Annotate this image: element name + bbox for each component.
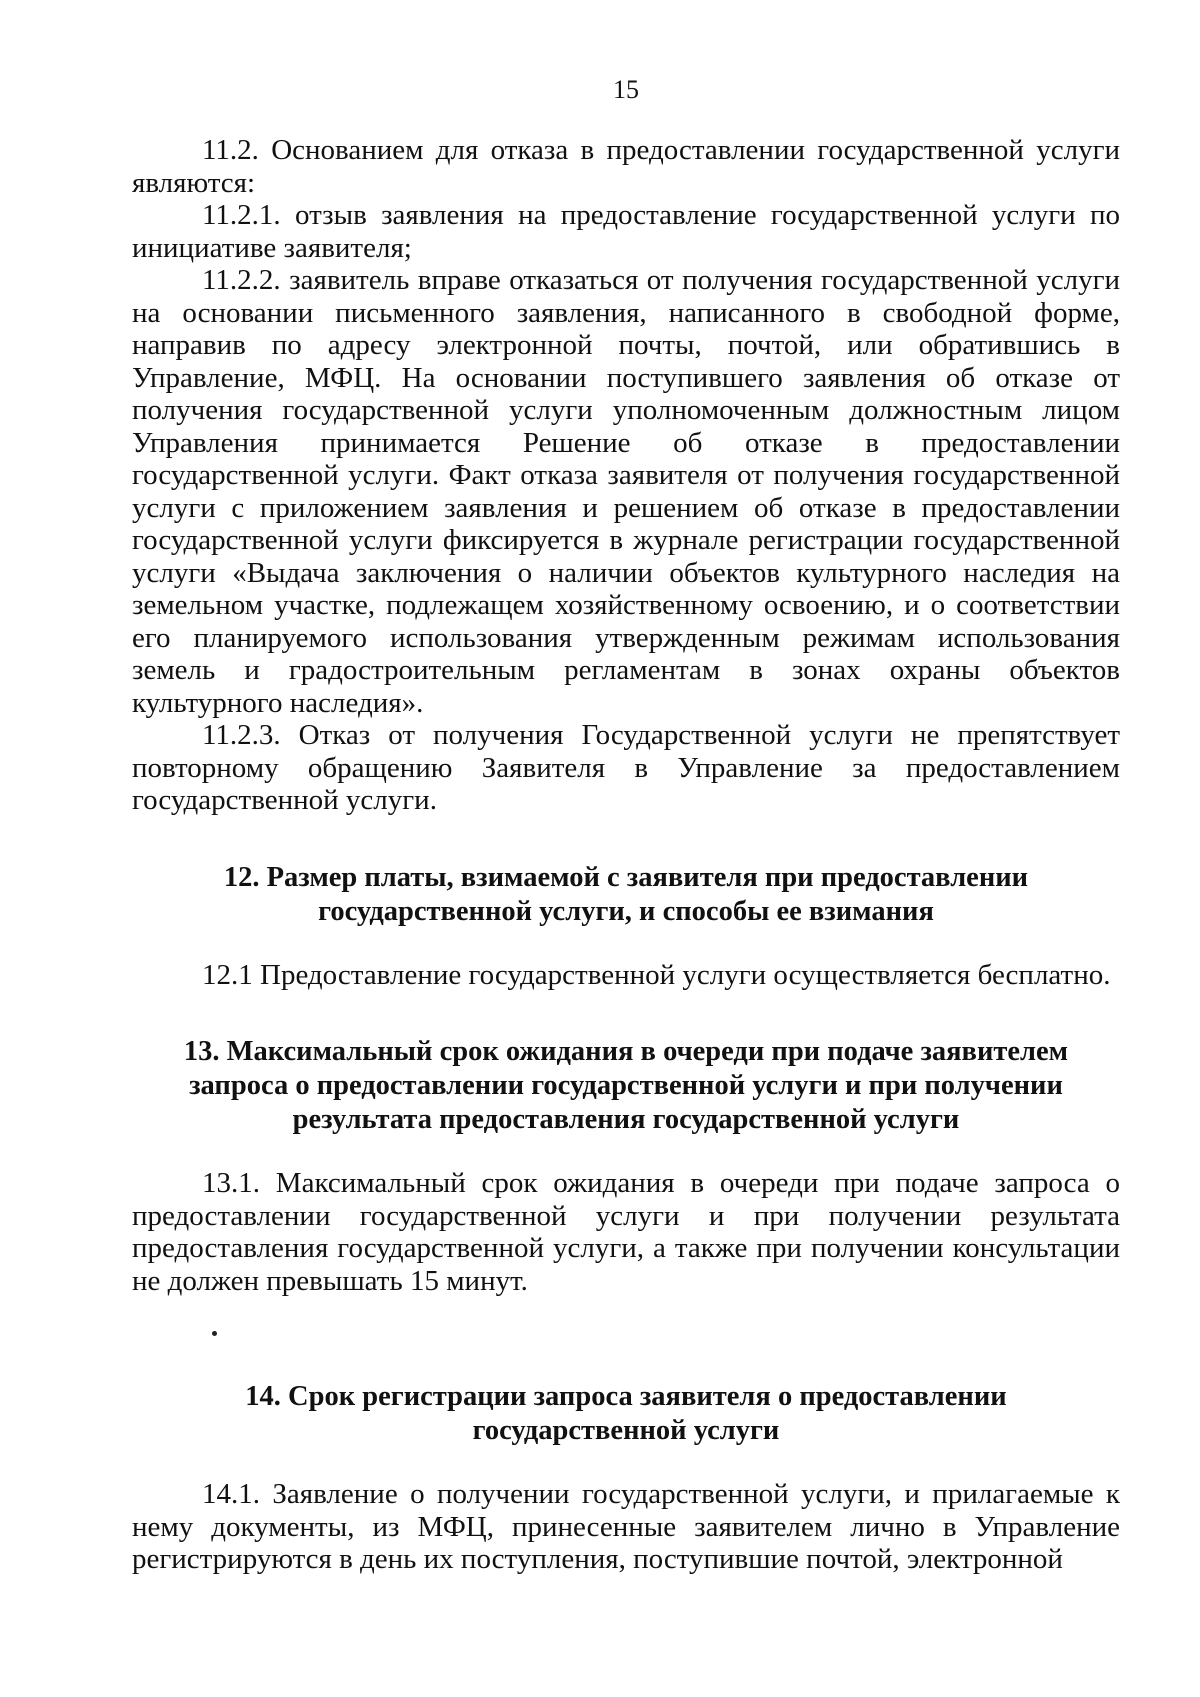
page-number: 15: [613, 75, 639, 104]
paragraph-12-1: 12.1 Предоставление государственной услуги осуществляется бесплатно.: [202, 958, 1111, 991]
spacer: [132, 991, 1120, 1035]
section-14-heading-line1: 14. Срок регистрации запроса заявителя о предоставлении: [245, 1381, 1007, 1412]
section-14-heading: [132, 1380, 1120, 1448]
section-14-heading-line2: государственной услуги: [472, 1415, 780, 1446]
paragraph-11-2: 11.2. Основанием для отказа в предоставлении государственной услуги являются:: [132, 134, 1120, 199]
section-12-heading-line1: 12. Размер платы, взимаемой с заявителя при предоставлении: [223, 861, 1029, 893]
paragraph-11-2-2: 11.2.2. заявитель вправе отказаться от получения государственной услуги на основании письменного заявления, написанного в свободной форме, направив по адресу электронной почты, почтой, или обратившись в Управление, МФЦ. На основании поступившего заявления об отказе от получения государственной услуги уполномоченным должностным лицом Управления принимается Решение об отказе в предоставлении государственной услуги. Факт отказа заявителя от получения государственной услуги с приложением заявления и решением об отказе в предоставлении государственной услуги фиксируется в журнале регистрации государственной услуги «Выдача заключения о наличии объектов культурного наследия на земельном участке, подлежащем хозяйственному освоению, и о соответствии его планируемого использования утвержденным режимам использования земель и градостроительным регламентам в зонах охраны объектов культурного наследия».: [132, 264, 1120, 719]
paragraph-11-2-1: 11.2.1. отзыв заявления на предоставление государственной услуги по инициативе заявителя;: [132, 199, 1120, 264]
section-12-heading: [132, 861, 1120, 929]
spacer: [132, 1448, 1120, 1478]
section-12-heading-line2: государственной услуги, и способы ее взимания: [318, 895, 934, 927]
paragraph-14-1: 14.1. Заявление о получении государственной услуги, и прилагаемые к нему документы, из МФЦ, принесенные заявителем лично в Управление регистрируются в день их поступления, поступившие почтой, электронной: [132, 1478, 1120, 1575]
section-13-heading: [132, 1035, 1120, 1137]
spacer: [132, 817, 1120, 861]
document-page: [132, 60, 1120, 1576]
section-13-heading-line3: результата предоставления государственной услуги: [292, 1104, 960, 1135]
spacer: [132, 929, 1120, 959]
spacer: [132, 1137, 1120, 1167]
section-13-heading-line2: запроса о предоставлении государственной услуги и при получении: [189, 1070, 1063, 1101]
paragraph-13-1: 13.1. Максимальный срок ожидания в очереди при подаче запроса о предоставлении государственной услуги и при получении результата предоставления государственной услуги, а также при получении консультации не должен превышать 15 минут.: [132, 1167, 1120, 1297]
paragraph-11-2-3: 11.2.3. Отказ от получения Государственной услуги не препятствует повторному обращению Заявителя в Управление за предоставлением государственной услуги.: [132, 719, 1120, 816]
section-13-heading-line1: 13. Максимальный срок ожидания в очереди при подаче заявителем: [183, 1036, 1069, 1067]
spacer: [132, 1336, 1120, 1380]
